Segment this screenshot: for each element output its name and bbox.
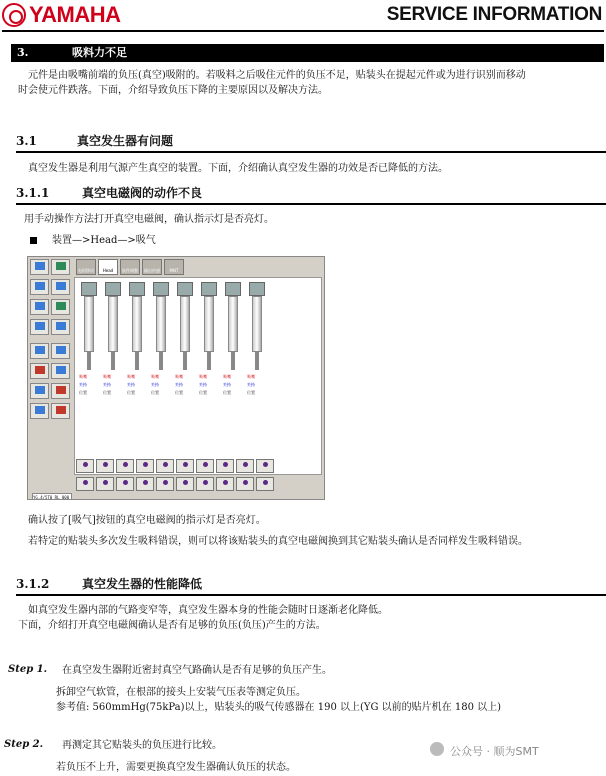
- nozzle-label: 吸嘴: [127, 374, 135, 379]
- nozzle-label: 位置: [199, 390, 207, 395]
- section-number: 3.: [17, 46, 29, 59]
- valve-button-icon: [196, 477, 214, 491]
- tuning-fork-icon: [2, 3, 26, 27]
- page-title: SERVICE INFORMATION: [386, 4, 602, 25]
- screen-tab: MNT: [164, 259, 184, 275]
- screen-tool-icon: [30, 319, 49, 335]
- valve-button-icon: [236, 459, 254, 473]
- heading-3-1-2-title: 真空发生器的性能降低: [82, 577, 203, 591]
- screen-tool-icon: [30, 403, 49, 419]
- s311-after-2: 若特定的贴装头多次发生吸料错误，则可以将该贴装头的真空电磁阀换到其它贴装头确认是否同样发生吸料错误。: [28, 536, 528, 547]
- s311-body: 用手动操作方法打开真空电磁阀，确认指示灯是否亮灯。: [24, 214, 274, 225]
- heading-3-1-2: [16, 576, 606, 592]
- nozzle-tip: [255, 352, 259, 370]
- valve-button-icon: [236, 477, 254, 491]
- valve-button-icon: [216, 459, 234, 473]
- valve-button-icon: [96, 477, 114, 491]
- nozzle-label: 夹持: [199, 382, 207, 387]
- nozzle-label: 位置: [127, 390, 135, 395]
- heading-3-1-1-rule: [16, 203, 606, 205]
- screen-tool-icon: [30, 343, 49, 359]
- nozzle-tip: [87, 352, 91, 370]
- screen-tab-bar: [76, 259, 184, 275]
- step-1-text: 在真空发生器附近密封真空气路确认是否有足够的负压产生。: [62, 665, 332, 676]
- nozzle-graphic: [151, 282, 171, 412]
- nozzle-body: [180, 296, 190, 352]
- nozzle-tip: [135, 352, 139, 370]
- intro-line-2: 时会使元件跌落。下面，介绍导致负压下降的主要原因以及解决方法。: [18, 85, 328, 96]
- nozzle-head-icon: [225, 282, 241, 296]
- nozzle-head-icon: [129, 282, 145, 296]
- valve-button-icon: [116, 477, 134, 491]
- nozzle-label: 吸嘴: [199, 374, 207, 379]
- nozzle-body: [204, 296, 214, 352]
- screen-tool-icon: [51, 403, 70, 419]
- step-1-sub-1: 拆卸空气软管，在根部的接头上安装气压表等测定负压。: [56, 687, 306, 698]
- step-2-sub-1: 若负压不上升，需要更换真空发生器确认负压的状态。: [56, 762, 296, 773]
- nozzle-label: 吸嘴: [175, 374, 183, 379]
- heading-3-1: [16, 133, 606, 149]
- valve-button-icon: [256, 477, 274, 491]
- nozzle-body: [132, 296, 142, 352]
- nozzle-label: 吸嘴: [103, 374, 111, 379]
- valve-button-icon: [76, 459, 94, 473]
- valve-button-icon: [156, 459, 174, 473]
- screen-tool-icon: [51, 259, 70, 275]
- step-1-sub-2: 参考值: 560mmHg(75kPa)以上，贴装头的吸气传感器在 190 以上(YG 以前的贴片机在 180 以上): [56, 702, 502, 713]
- header-divider: [2, 30, 604, 32]
- section-title: 吸料力不足: [72, 46, 127, 59]
- nozzle-label: 位置: [223, 390, 231, 395]
- nozzle-graphic: [103, 282, 123, 412]
- nozzle-graphic: [175, 282, 195, 412]
- nozzle-label: 吸嘴: [223, 374, 231, 379]
- nozzle-head-icon: [201, 282, 217, 296]
- nozzle-label: 夹持: [103, 382, 111, 387]
- valve-button-icon: [196, 459, 214, 473]
- nozzle-graphic: [199, 282, 219, 412]
- heading-3-1-1-number: 3.1.1: [16, 186, 50, 200]
- screen-left-toolbar: [30, 259, 72, 500]
- heading-3-1-1-title: 真空电磁阀的动作不良: [82, 186, 203, 200]
- screen-tool-icon: [30, 259, 49, 275]
- heading-3-1-number: 3.1: [16, 134, 37, 148]
- nozzle-label: 吸嘴: [247, 374, 255, 379]
- valve-button-icon: [156, 477, 174, 491]
- s312-body-2: 下面，介绍打开真空电磁阀确认是否有足够的负压(负压)产生的方法。: [18, 620, 326, 631]
- nozzle-label: 吸嘴: [79, 374, 87, 379]
- nozzle-body: [228, 296, 238, 352]
- nozzle-label: 位置: [175, 390, 183, 395]
- valve-button-icon: [136, 459, 154, 473]
- nozzle-graphic: [127, 282, 147, 412]
- section-bar: [11, 44, 604, 62]
- screen-tool-icon: [51, 363, 70, 379]
- nozzle-tip: [183, 352, 187, 370]
- valve-button-icon: [216, 477, 234, 491]
- s31-body: 真空发生器是利用气源产生真空的装置。下面，介绍确认真空发生器的功效是否已降低的方法。: [28, 163, 448, 174]
- nozzle-head-icon: [249, 282, 265, 296]
- nozzle-label: 吸嘴: [151, 374, 159, 379]
- nozzle-head-icon: [81, 282, 97, 296]
- screen-tool-icon: [51, 299, 70, 315]
- nozzle-label: 位置: [103, 390, 111, 395]
- intro-line-1: 元件是由吸嘴前端的负压(真空)吸附的。若吸料之后吸住元件的负压不足，贴装头在提起元件或为进行识别而移动: [28, 70, 526, 81]
- step-2-label: Step 2.: [4, 739, 44, 750]
- nozzle-label: 夹持: [223, 382, 231, 387]
- nozzle-label: 位置: [151, 390, 159, 395]
- nozzle-body: [156, 296, 166, 352]
- heading-3-1-2-number: 3.1.2: [16, 577, 50, 591]
- brand-name: YAMAHA: [29, 2, 121, 27]
- screen-tab: 输出传感: [142, 259, 162, 275]
- valve-button-icon: [96, 459, 114, 473]
- yamaha-logo: [2, 2, 142, 28]
- nozzle-graphic: [79, 282, 99, 412]
- screen-tab: Head: [98, 259, 118, 275]
- s311-after-1: 确认按了[吸气]按钮的真空电磁阀的指示灯是否亮灯。: [28, 515, 266, 526]
- step-1-label: Step 1.: [8, 664, 48, 675]
- bullet-square-icon: [30, 237, 37, 244]
- nozzle-label: 夹持: [247, 382, 255, 387]
- nozzle-head-icon: [105, 282, 121, 296]
- nozzle-body: [84, 296, 94, 352]
- nozzle-label: 夹持: [79, 382, 87, 387]
- screen-right-panel: [274, 277, 324, 497]
- nozzle-tip: [207, 352, 211, 370]
- valve-button-icon: [116, 459, 134, 473]
- heading-3-1-title: 真空发生器有问题: [77, 134, 174, 148]
- heading-3-1-rule: [16, 151, 606, 153]
- screen-tab: 软件调整: [120, 259, 140, 275]
- nozzle-label: 位置: [79, 390, 87, 395]
- nozzle-graphic: [223, 282, 243, 412]
- menu-path: 装置—>Head—>吸气: [52, 235, 156, 246]
- screen-tool-icon: [30, 279, 49, 295]
- valve-button-icon: [76, 477, 94, 491]
- nozzle-tip: [231, 352, 235, 370]
- nozzle-label: 夹持: [151, 382, 159, 387]
- nozzle-label: 夹持: [175, 382, 183, 387]
- screen-tool-icon: [51, 319, 70, 335]
- valve-button-icon: [176, 477, 194, 491]
- wechat-icon: [430, 742, 444, 756]
- screen-tool-icon: [51, 279, 70, 295]
- step-2-text: 再测定其它贴装头的负压进行比较。: [62, 740, 222, 751]
- screen-tool-icon: [30, 299, 49, 315]
- nozzle-body: [252, 296, 262, 352]
- screen-tool-icon: [51, 383, 70, 399]
- nozzle-label: 夹持: [127, 382, 135, 387]
- valve-button-icon: [176, 459, 194, 473]
- nozzle-graphic: [247, 282, 267, 412]
- nozzle-head-icon: [177, 282, 193, 296]
- screen-status-text: YG.4/5T0_RL 000: [32, 493, 72, 500]
- nozzle-body: [108, 296, 118, 352]
- valve-button-icon: [256, 459, 274, 473]
- screen-tool-icon: [51, 343, 70, 359]
- screen-tab: 电机移动: [76, 259, 96, 275]
- screen-tool-icon: [30, 363, 49, 379]
- machine-screen-screenshot: [27, 256, 325, 500]
- nozzle-tip: [111, 352, 115, 370]
- s312-body-1: 如真空发生器内部的气路变窄等，真空发生器本身的性能会随时日逐渐老化降低。: [28, 605, 388, 616]
- screen-tool-icon: [30, 383, 49, 399]
- watermark-text: 公众号 · 顺为SMT: [450, 745, 539, 758]
- nozzle-label: 位置: [247, 390, 255, 395]
- valve-button-icon: [136, 477, 154, 491]
- nozzle-tip: [159, 352, 163, 370]
- heading-3-1-1: [16, 185, 606, 201]
- heading-3-1-2-rule: [16, 594, 606, 596]
- nozzle-head-icon: [153, 282, 169, 296]
